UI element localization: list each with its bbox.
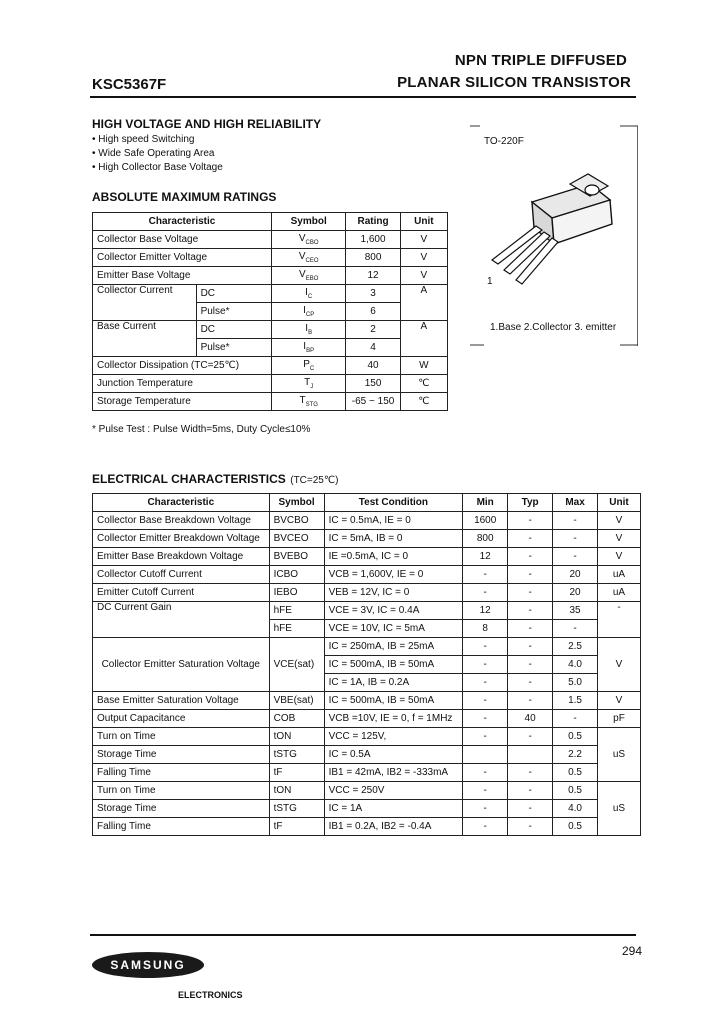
table-row: IC = 1A, IB = 0.2A - - 5.0 bbox=[93, 674, 641, 692]
table-row: Collector Dissipation (TC=25℃) $P_C$ 40 W bbox=[93, 357, 448, 375]
feature-item: • Wide Safe Operating Area bbox=[92, 148, 215, 159]
package-panel bbox=[470, 124, 638, 346]
table-row: Base Current DC $I_B$ 2 A bbox=[93, 321, 448, 339]
table-row: Collector Current DC $I_C$ 3 A bbox=[93, 285, 448, 303]
pin-legend: 1.Base 2.Collector 3. emitter bbox=[490, 322, 617, 333]
title-line-2: PLANAR SILICON TRANSISTOR bbox=[397, 74, 631, 91]
feature-item: • High Collector Base Voltage bbox=[92, 162, 223, 173]
col-header: Test Condition bbox=[324, 494, 463, 512]
footer-rule bbox=[90, 934, 636, 936]
table-row: IC = 500mA, IB = 50mA - - 4.0 bbox=[93, 656, 641, 674]
table-row: Base Emitter Saturation Voltage VBE(sat) IC = 500mA, IB = 50mA - - 1.5 V bbox=[93, 692, 641, 710]
electrical-table bbox=[92, 493, 641, 836]
table-row: Emitter Base Voltage $V_{EBO}$ 12 V bbox=[93, 267, 448, 285]
table-row: DC Current Gain hFE VCE = 3V, IC = 0.4A 12 - 35 - bbox=[93, 602, 641, 620]
abs-max-heading: ABSOLUTE MAXIMUM RATINGS bbox=[92, 190, 277, 204]
table-row: Falling Time tF IB1 = 0.2A, IB2 = -0.4A - - 0.5 bbox=[93, 818, 641, 836]
table-row: Falling Time tF IB1 = 42mA, IB2 = -333mA - - 0.5 bbox=[93, 764, 641, 782]
table-row: Collector Base Voltage $V_{CBO}$ 1,600 V bbox=[93, 231, 448, 249]
table-row: hFE VCE = 10V, IC = 5mA 8 - - bbox=[93, 620, 641, 638]
col-header: Min bbox=[463, 494, 508, 512]
pin-one-label: 1 bbox=[487, 276, 493, 287]
col-header: Max bbox=[553, 494, 598, 512]
table-row: Junction Temperature $T_J$ 150 ℃ bbox=[93, 375, 448, 393]
table-row: Storage Time tSTG IC = 1A - - 4.0 bbox=[93, 800, 641, 818]
header-rule bbox=[90, 96, 636, 98]
table-row: Pulse* $I_{BP}$ 4 bbox=[93, 339, 448, 357]
table-row: Turn on Time tON VCC = 125V, - - 0.5 uS bbox=[93, 728, 641, 746]
table-row: Collector Emitter Breakdown Voltage BVCEO IC = 5mA, IB = 0 800 - - V bbox=[93, 530, 641, 548]
table-row: Pulse* $I_{CP}$ 6 bbox=[93, 303, 448, 321]
pulse-footnote: * Pulse Test : Pulse Width=5ms, Duty Cycle≤10% bbox=[92, 424, 311, 435]
col-header: Typ bbox=[508, 494, 553, 512]
table-row: Turn on Time tON VCC = 250V - - 0.5 uS bbox=[93, 782, 641, 800]
samsung-logo: SAMSUNG bbox=[92, 952, 204, 978]
electrical-heading: ELECTRICAL CHARACTERISTICS (TC=25℃) bbox=[92, 472, 339, 486]
package-drawing bbox=[470, 124, 638, 346]
table-header-row bbox=[93, 494, 641, 512]
table-row: Collector Emitter Voltage $V_{CEO}$ 800 V bbox=[93, 249, 448, 267]
page-number: 294 bbox=[622, 944, 643, 958]
col-header: Characteristic bbox=[93, 213, 272, 231]
title-line-1: NPN TRIPLE DIFFUSED bbox=[454, 52, 627, 69]
part-number: KSC5367F bbox=[92, 76, 167, 93]
col-header: Characteristic bbox=[93, 494, 270, 512]
table-row: Emitter Cutoff Current IEBO VEB = 12V, IC = 0 - - 20 uA bbox=[93, 584, 641, 602]
table-row: Storage Temperature $T_{STG}$ -65 ~ 150 ℃ bbox=[93, 393, 448, 411]
col-header: Rating bbox=[346, 213, 400, 231]
col-header: Symbol bbox=[269, 494, 324, 512]
table-row: Output Capacitance COB VCB =10V, IE = 0, f = 1MHz - 40 - pF bbox=[93, 710, 641, 728]
abs-max-table bbox=[92, 212, 448, 411]
table-row: Collector Emitter Saturation Voltage VCE(sat) IC = 250mA, IB = 25mA - - 2.5 V bbox=[93, 638, 641, 656]
features-heading: HIGH VOLTAGE AND HIGH RELIABILITY bbox=[92, 117, 322, 131]
table-row: Collector Base Breakdown Voltage BVCBO IC = 0.5mA, IE = 0 1600 - - V bbox=[93, 512, 641, 530]
table-row: Storage Time tSTG IC = 0.5A 2.2 bbox=[93, 746, 641, 764]
col-header: Unit bbox=[400, 213, 447, 231]
feature-item: • High speed Switching bbox=[92, 134, 195, 145]
col-header: Symbol bbox=[272, 213, 346, 231]
table-header-row bbox=[93, 213, 448, 231]
package-name: TO-220F bbox=[484, 136, 524, 147]
table-row: Emitter Base Breakdown Voltage BVEBO IE =0.5mA, IC = 0 12 - - V bbox=[93, 548, 641, 566]
col-header: Unit bbox=[598, 494, 641, 512]
table-row: Collector Cutoff Current ICBO VCB = 1,600V, IE = 0 - - 20 uA bbox=[93, 566, 641, 584]
brand-sub: ELECTRONICS bbox=[178, 990, 243, 1000]
